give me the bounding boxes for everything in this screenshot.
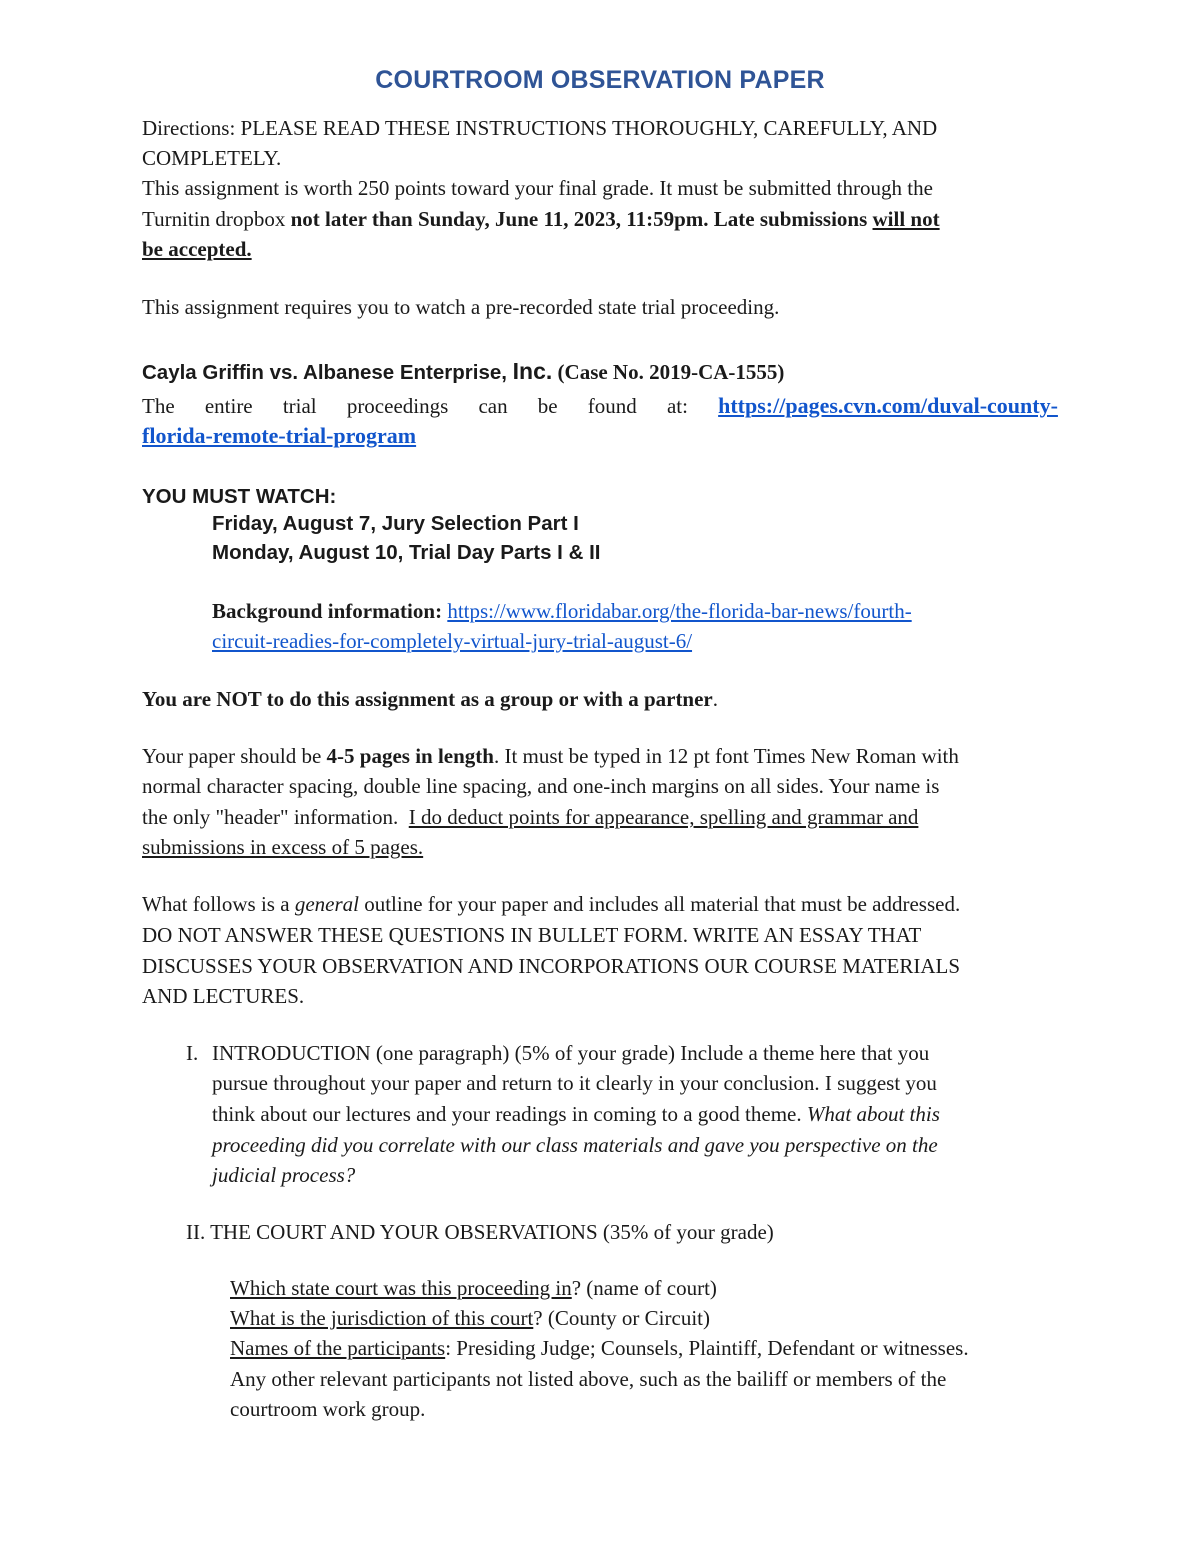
dropbox-text: Turnitin dropbox: [142, 207, 291, 231]
format-text: Your paper should be: [142, 744, 327, 768]
found-word: at:: [666, 394, 688, 418]
background-line-1: [212, 596, 912, 626]
found-word: be: [537, 394, 558, 418]
section-2-question-2: [230, 1303, 710, 1333]
outline-text: What follows is a: [142, 892, 295, 916]
format-line-3: [142, 802, 918, 832]
section-1-line-4: proceeding did you correlate with our class materials and gave you perspective on the: [212, 1133, 938, 1157]
question-label: What is the jurisdiction of this court: [230, 1306, 534, 1330]
background-url-link-part-1[interactable]: https://www.floridabar.org/the-florida-bar-news/fourth-: [447, 599, 912, 623]
general-text: general: [294, 892, 359, 916]
found-word: The: [142, 394, 175, 418]
section-1-text: think about our lectures and your readings in coming to a good theme.: [212, 1102, 807, 1126]
watch-heading: YOU MUST WATCH:: [142, 485, 337, 508]
question-hint: : Presiding Judge; Counsels, Plaintiff, Defendant or witnesses.: [445, 1336, 969, 1360]
page-title: COURTROOM OBSERVATION PAPER: [375, 66, 825, 94]
watch-item-2: Monday, August 10, Trial Day Parts I & II: [212, 541, 601, 564]
will-not-text: will not: [872, 207, 940, 231]
directions-line-4: [142, 204, 940, 234]
question-label: Names of the participants: [230, 1336, 446, 1360]
directions-line-3: This assignment is worth 250 points toward your final grade. It must be submitted through the: [142, 176, 933, 200]
format-line-4: submissions in excess of 5 pages.: [142, 835, 424, 859]
format-text: . It must be typed in 12 pt font Times New Roman with: [493, 744, 959, 768]
found-word: entire: [204, 394, 253, 418]
not-group-line: You are NOT to do this assignment as a group or with a partner.: [142, 687, 719, 711]
outline-line-1: [142, 889, 960, 919]
found-word: can: [478, 394, 508, 418]
not-group-text: You are NOT to do this assignment as a group or with a partner: [142, 687, 713, 711]
case-found-line: [142, 391, 1058, 421]
section-2-question-3: [230, 1333, 969, 1363]
format-line-2: normal character spacing, double line spacing, and one-inch margins on all sides. Your name is: [142, 774, 940, 798]
section-2-line-5: courtroom work group.: [230, 1397, 426, 1421]
case-number: (Case No. 2019-CA-1555): [552, 360, 785, 384]
format-line-1: [142, 741, 959, 771]
format-text: the only "header" information.: [142, 805, 409, 829]
section-1-line-5: judicial process?: [212, 1163, 356, 1187]
deadline-text: not later than Sunday, June 11, 2023, 11:59pm. Late submissions: [290, 207, 873, 231]
section-1-numeral: I.: [186, 1041, 199, 1065]
case-inc: Inc.: [512, 358, 553, 384]
case-title: [142, 356, 784, 388]
outline-line-2: DO NOT ANSWER THESE QUESTIONS IN BULLET FORM. WRITE AN ESSAY THAT: [142, 923, 922, 947]
section-1-line-3: [212, 1099, 940, 1129]
outline-line-3: DISCUSSES YOUR OBSERVATION AND INCORPORATIONS OUR COURSE MATERIALS: [142, 954, 961, 978]
section-1-line-2: pursue throughout your paper and return to it clearly in your conclusion. I suggest you: [212, 1071, 937, 1095]
trial-url-link-part-1[interactable]: https://pages.cvn.com/duval-county-: [718, 393, 1058, 418]
outline-text: outline for your paper and includes all material that must be addressed.: [358, 892, 961, 916]
background-url-link-part-2[interactable]: circuit-readies-for-completely-virtual-jury-trial-august-6/: [212, 629, 693, 653]
found-word: trial: [282, 394, 317, 418]
section-2-question-1: [230, 1273, 717, 1303]
case-name: Cayla Griffin vs. Albanese Enterprise,: [142, 361, 513, 384]
found-word: proceedings: [346, 394, 449, 418]
directions-line-2: COMPLETELY.: [142, 146, 282, 170]
directions-line-5: be accepted.: [142, 237, 252, 261]
watch-item-1: Friday, August 7, Jury Selection Part I: [212, 512, 579, 535]
section-2-heading: II. THE COURT AND YOUR OBSERVATIONS (35% of your grade): [186, 1220, 774, 1244]
trial-url-link-part-2[interactable]: florida-remote-trial-program: [142, 423, 417, 448]
question-label: Which state court was this proceeding in: [230, 1276, 572, 1300]
background-label: Background information:: [212, 599, 443, 623]
section-1-line-1: INTRODUCTION (one paragraph) (5% of your grade) Include a theme here that you: [212, 1041, 930, 1065]
question-hint: ? (County or Circuit): [533, 1306, 710, 1330]
found-word: found: [587, 394, 637, 418]
outline-line-4: AND LECTURES.: [142, 984, 305, 1008]
section-2-line-4: Any other relevant participants not listed above, such as the bailiff or members of the: [230, 1367, 947, 1391]
directions-line-1: Directions: PLEASE READ THESE INSTRUCTIONS THOROUGHLY, CAREFULLY, AND: [142, 116, 938, 140]
deduct-points-text: I do deduct points for appearance, spelling and grammar and: [408, 805, 919, 829]
question-hint: ? (name of court): [571, 1276, 717, 1300]
intro-line: This assignment requires you to watch a pre-recorded state trial proceeding.: [142, 295, 780, 319]
page-length-text: 4-5 pages in length: [326, 744, 494, 768]
section-1-question: What about this: [806, 1102, 940, 1126]
